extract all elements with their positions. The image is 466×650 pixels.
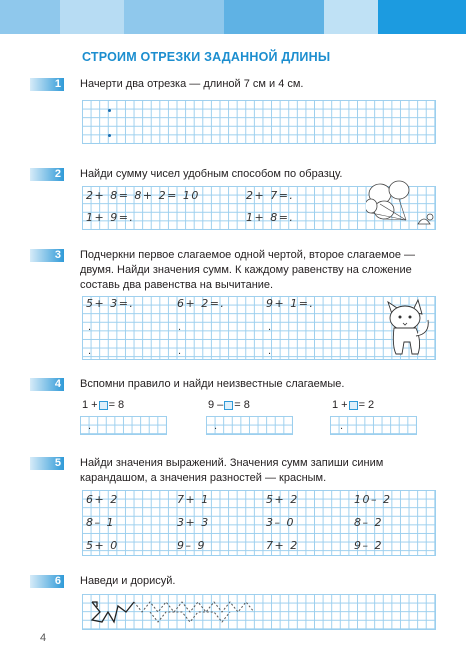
expression: 5+ 2 [266,493,299,506]
task-4-grid-2[interactable] [206,416,293,435]
expression: 7+ 1 [177,493,210,506]
equation-equals: = [234,399,241,411]
equation: 5+ 3=. [86,297,135,310]
worked-example: 2+ 8= 8+ 2= 10 [86,189,200,202]
kitten-illustration [378,296,434,358]
equation-equals: = [108,399,116,411]
equation-equals: = [358,399,366,411]
expression: 5+ 0 [86,539,119,552]
answer-dot: . [88,420,92,432]
equation-left: 9 – [208,399,224,411]
equation-right: 2 [368,399,375,411]
missing-addend-equation [332,399,374,411]
answer-box[interactable] [99,401,108,410]
equation: 1+ 8=. [246,211,295,224]
balloons-illustration [366,180,436,230]
answer-dot: . [88,345,92,357]
task-6-text: Наведи и дорисуй. [80,575,176,587]
task-5-text: Найди значения выражений. Значения сумм запиши синим карандашом, а значения разностей — красным. [80,457,384,484]
answer-dot: . [178,321,182,333]
page-title: СТРОИМ ОТРЕЗКИ ЗАДАННОЙ ДЛИНЫ [82,50,331,64]
expression: 9– 2 [354,539,383,552]
expression: 10– 2 [354,493,392,506]
missing-addend-equation [82,399,124,411]
answer-dot: . [214,420,218,432]
task-number-4: 4 [30,378,64,391]
segment-start-point [108,134,111,137]
task-number-3: 3 [30,249,64,262]
answer-dot: . [268,321,272,333]
task-number-2: 2 [30,168,64,181]
missing-addend-equation [208,399,250,411]
answer-dot: . [178,345,182,357]
answer-dot: . [88,321,92,333]
expression: 6+ 2 [86,493,119,506]
page-number: 4 [40,632,47,644]
task-number-1: 1 [30,78,64,91]
equation-right: 8 [243,399,250,411]
answer-dot: . [340,420,344,432]
expression: 8– 2 [354,516,383,529]
header-color-band [0,0,466,34]
equation-right: 8 [118,399,125,411]
equation: 2+ 7=. [246,189,295,202]
expression: 7+ 2 [266,539,299,552]
task-1-grid[interactable] [82,100,436,144]
equation: 9+ 1=. [266,297,315,310]
task-1-text: Начерти два отрезка — длиной 7 см и 4 см. [80,78,304,90]
answer-box[interactable] [349,401,358,410]
task-4-text: Вспомни правило и найди неизвестные слагаемые. [80,378,345,390]
equation-left: 1 + [82,399,98,411]
equation: 6+ 2=. [177,297,226,310]
expression: 9– 9 [177,539,206,552]
answer-box[interactable] [224,401,233,410]
expression: 8– 1 [86,516,115,529]
task-2-text: Найди сумму чисел удобным способом по образцу. [80,168,343,180]
task-number-5: 5 [30,457,64,470]
answer-dot: . [268,345,272,357]
task-number-6: 6 [30,575,64,588]
task-3-text: Подчеркни первое слагаемое одной чертой, второе слагаемое — двумя. Найди значения сумм. К каждому равенству на сложение составь два равенства на вычитание. [80,249,415,291]
trace-pattern [88,596,258,628]
task-4-grid-1[interactable] [80,416,167,435]
expression: 3+ 3 [177,516,210,529]
segment-start-point [108,109,111,112]
expression: 3– 0 [266,516,295,529]
equation-left: 1 + [332,399,348,411]
equation: 1+ 9=. [86,211,135,224]
